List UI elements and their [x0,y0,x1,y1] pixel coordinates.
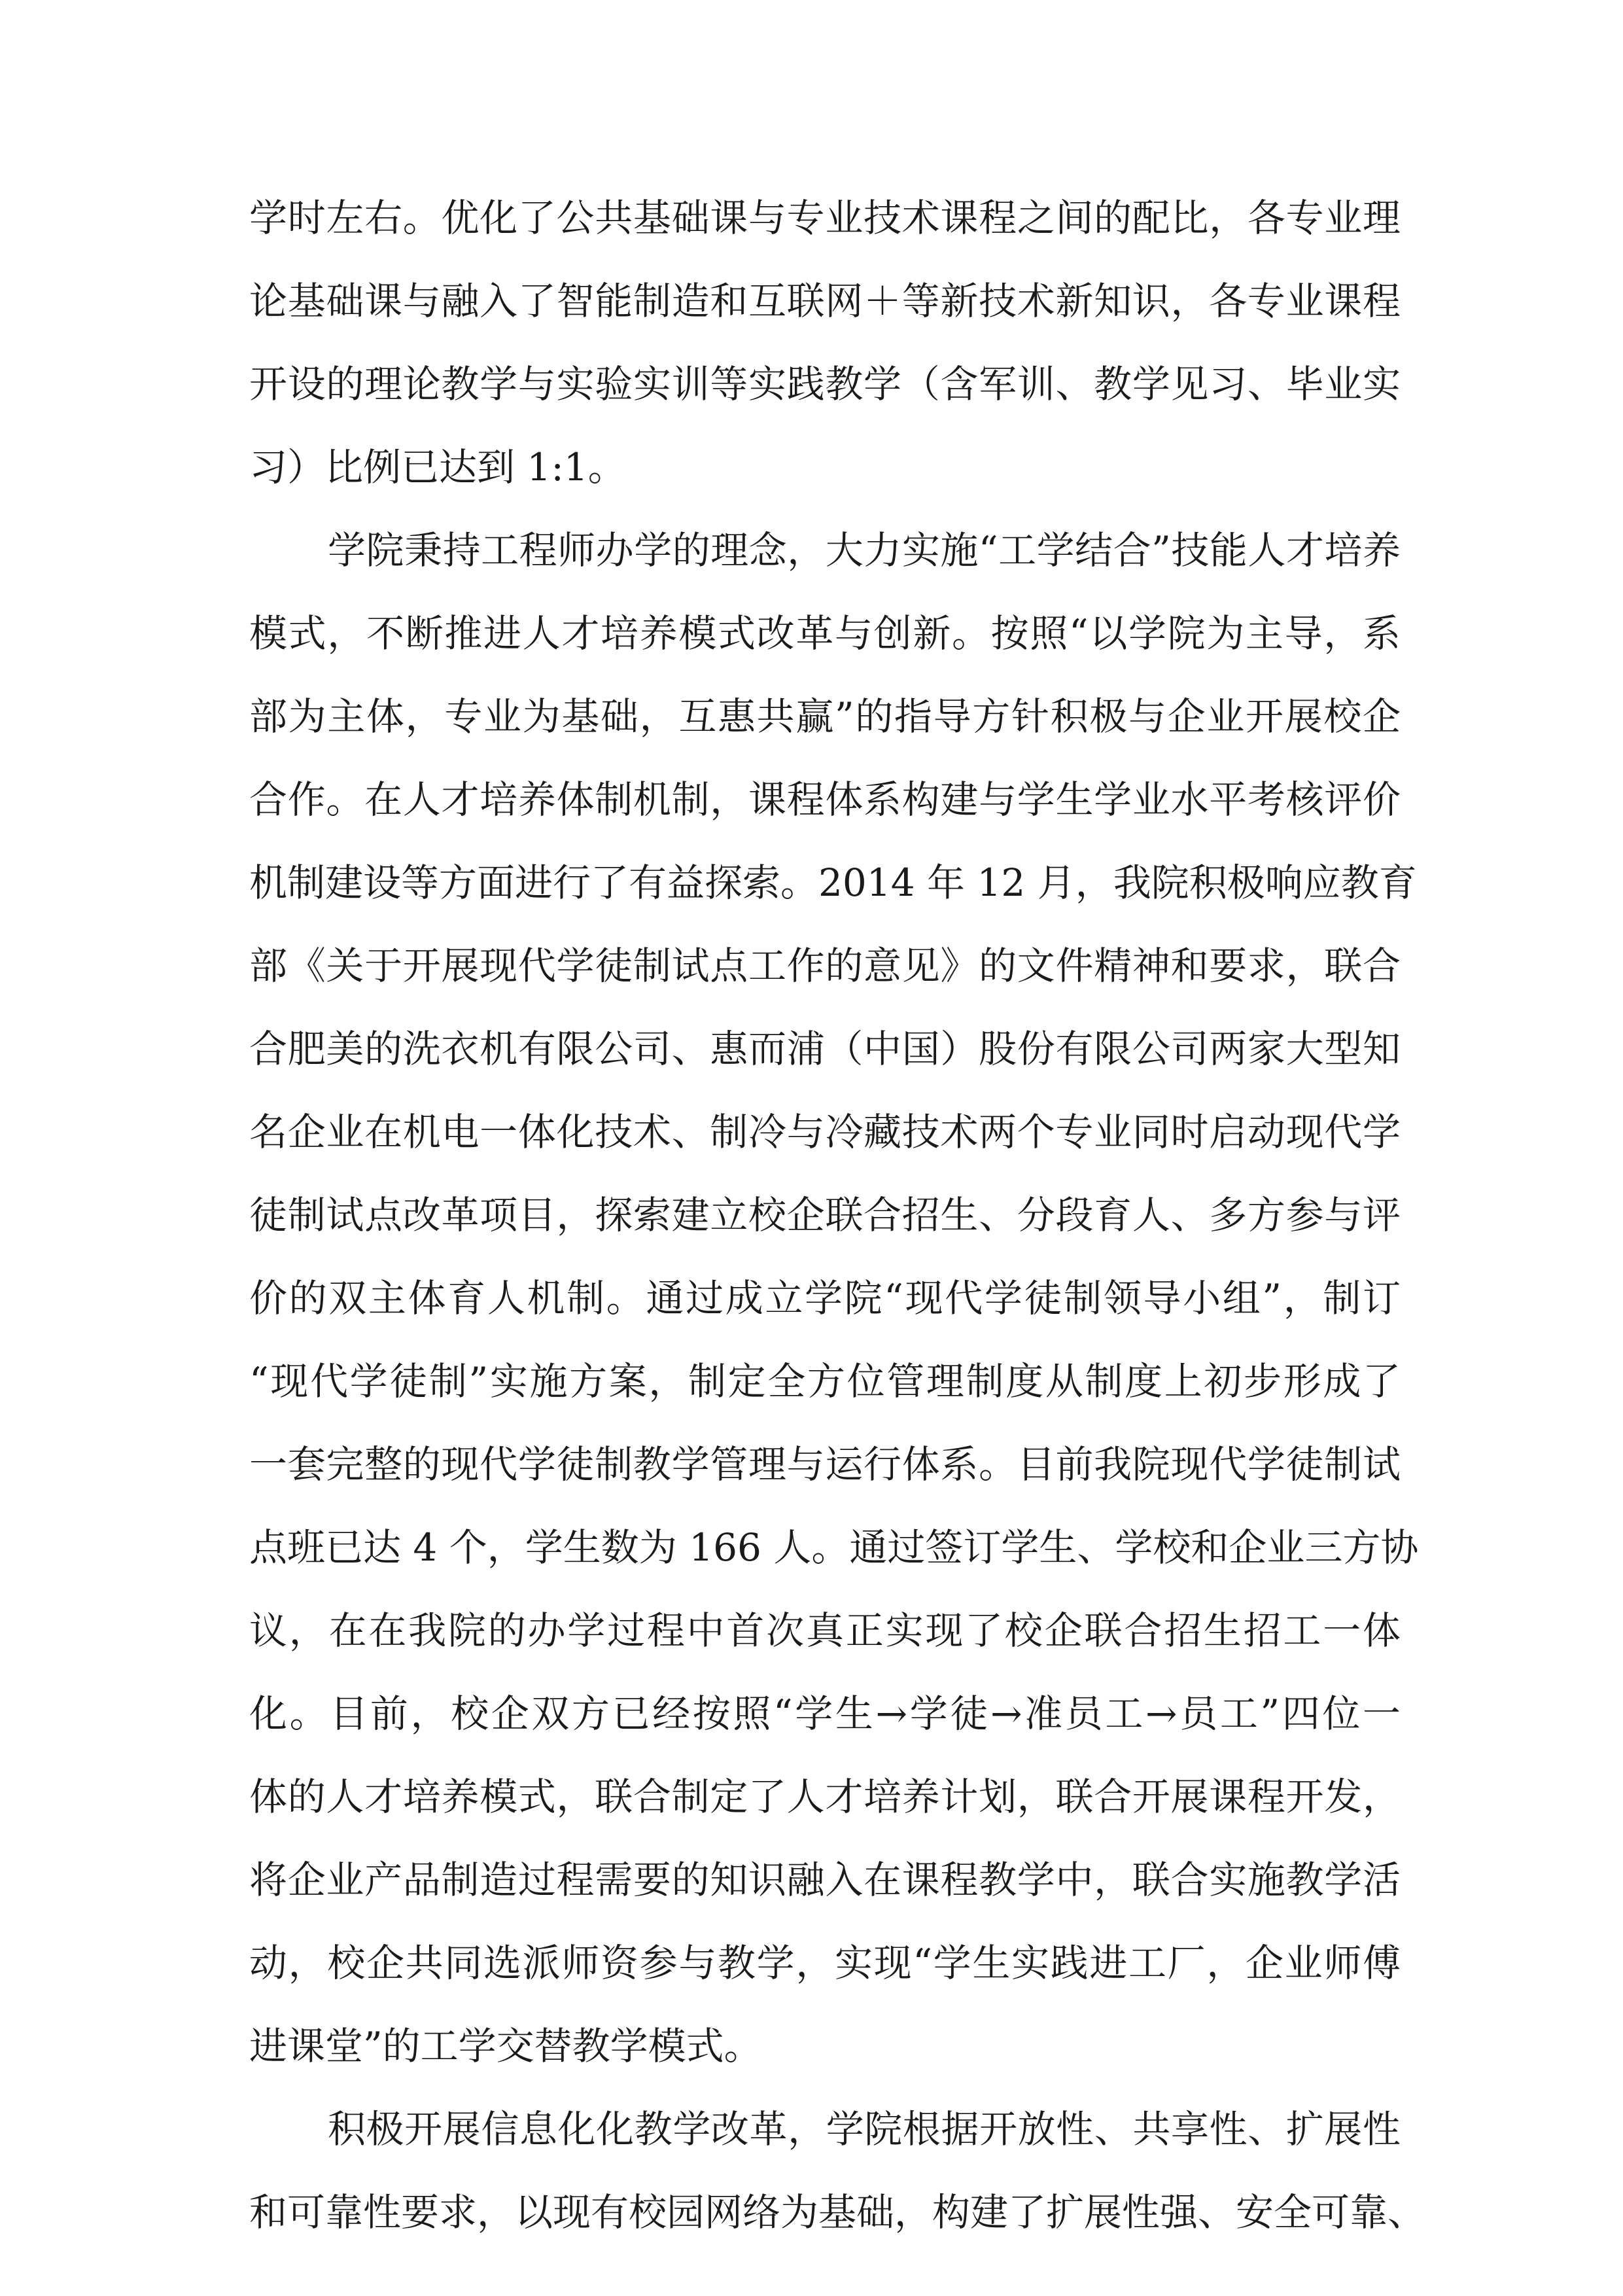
paragraph-first-line: 学院秉持工程师办学的理念，大力实施“工学结合”技能人才培养 [328,528,1401,573]
text-line: 名企业在机电一体化技术、制冷与冷藏技术两个专业同时启动现代学 [249,1110,1401,1154]
text-line: 开设的理论教学与实验实训等实践教学（含军训、教学见习、毕业实 [249,362,1401,406]
text-line: 模式，不断推进人才培养模式改革与创新。按照“以学院为主导，系 [249,611,1401,656]
text-line: 化。目前，校企双方已经按照“学生→学徒→准员工→员工”四位一 [249,1691,1401,1736]
text-line: 习）比例已达到 1:1。 [249,445,626,489]
text-line: 点班已达 4 个，学生数为 166 人。通过签订学生、学校和企业三方协 [249,1525,1419,1570]
text-line: 议，在在我院的办学过程中首次真正实现了校企联合招生招工一体 [249,1608,1401,1653]
body-text [249,177,1426,2254]
text-line: 将企业产品制造过程需要的知识融入在课程教学中，联合实施教学活 [249,1858,1401,1902]
text-line: 合作。在人才培养体制机制，课程体系构建与学生学业水平考核评价 [249,777,1401,822]
text-line: 论基础课与融入了智能制造和互联网＋等新技术新知识，各专业课程 [249,279,1401,323]
text-line: 学时左右。优化了公共基础课与专业技术课程之间的配比，各专业理 [249,196,1401,240]
paragraph-first-line: 积极开展信息化化教学改革，学院根据开放性、共享性、扩展性 [328,2107,1401,2151]
text-line: 体的人才培养模式，联合制定了人才培养计划，联合开展课程开发， [249,1775,1401,1819]
text-line: 机制建设等方面进行了有益探索。2014 年 12 月，我院积极响应教育 [249,860,1417,905]
text-line: 和可靠性要求，以现有校园网络为基础，构建了扩展性强、安全可靠、 [249,2190,1426,2234]
text-line: 合肥美的洗衣机有限公司、惠而浦（中国）股份有限公司两家大型知 [249,1027,1401,1071]
text-line: 价的双主体育人机制。通过成立学院“现代学徒制领导小组”，制订 [249,1276,1401,1320]
text-line: 徒制试点改革项目，探索建立校企联合招生、分段育人、多方参与评 [249,1193,1401,1237]
text-line: 动，校企共同选派师资参与教学，实现“学生实践进工厂，企业师傅 [249,1941,1401,1985]
text-line: “现代学徒制”实施方案，制定全方位管理制度从制度上初步形成了 [249,1359,1401,1404]
text-line: 部为主体，专业为基础，互惠共赢”的指导方针积极与企业开展校企 [249,694,1401,739]
text-line: 一套完整的现代学徒制教学管理与运行体系。目前我院现代学徒制试 [249,1442,1401,1487]
text-line: 进课堂”的工学交替教学模式。 [249,2024,762,2068]
text-line: 部《关于开展现代学徒制试点工作的意见》的文件精神和要求，联合 [249,944,1401,988]
